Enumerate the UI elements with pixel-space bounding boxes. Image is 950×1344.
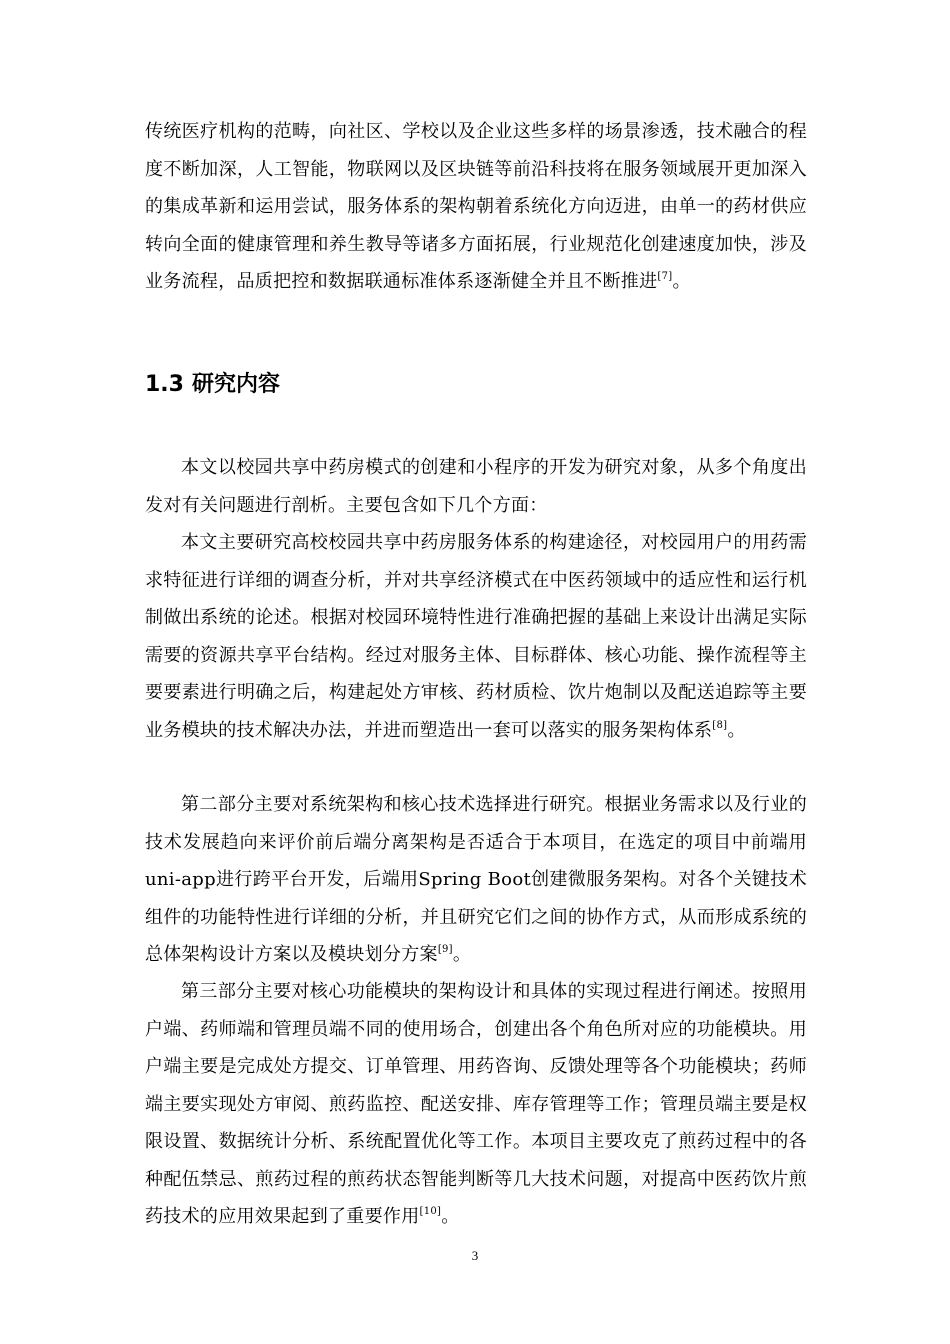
- paragraph-tail: 。: [727, 719, 746, 741]
- paragraph-part-three: [145, 973, 807, 1236]
- paragraph-text: 第三部分主要对核心功能模块的架构设计和具体的实现过程进行阐述。按照用户端、药师端和管理员端不同的使用场合，创建出各个角色所对应的功能模块。用户端主要是完成处方提交、订单管理、用药咨询、反馈处理等各个功能模块；药师端主要实现处方审阅、煎药监控、配送安排、库存管理等工作；管理员端主要是权限设置、数据统计分析、系统配置优化等工作。本项目主要攻克了煎药过程中的各种配伍禁忌、煎药过程的煎药状态智能判断等几大技术问题，对提高中医药饮片煎药技术的应用效果起到了重要作用: [145, 981, 807, 1227]
- citation: [9]: [437, 944, 453, 955]
- paragraph-tail: 。: [452, 944, 472, 965]
- citation: [10]: [419, 1206, 442, 1217]
- paragraph-research-overview: [145, 449, 807, 524]
- paragraph-text: 传统医疗机构的范畴，向社区、学校以及企业这些多样的场景渗透，技术融合的程度不断加深，人工智能，物联网以及区块链等前沿科技将在服务领域展开更加深入的集成革新和运用尝试，服务体系的架构朝着系统化方向迈进，由单一的药材供应转向全面的健康管理和养生教导等诸多方面拓展，行业规范化创建速度加快，涉及业务流程，品质把控和数据联通标准体系逐渐健全并且不断推进: [145, 121, 807, 292]
- paragraph-part-two: [145, 786, 807, 974]
- citation: [7]: [657, 271, 673, 282]
- paragraph-tail: 。: [441, 1206, 460, 1227]
- paragraph-text: 本文主要研究高校校园共享中药房服务体系的构建途径，对校园用户的用药需求特征进行详细的调查分析，并对共享经济模式在中医药领域中的适应性和运行机制做出系统的论述。根据对校园环境特性进行准确把握的基础上来设计出满足实际需要的资源共享平台结构。经过对服务主体、目标群体、核心功能、操作流程等主要要素进行明确之后，构建起处方审核、药材质检、饮片炮制以及配送追踪等主要业务模块的技术解决办法，并进而塑造出一套可以落实的服务架构体系: [145, 532, 807, 741]
- citation: [8]: [712, 719, 728, 731]
- section-title: 研究内容: [191, 372, 280, 397]
- section-heading: [145, 367, 280, 403]
- paragraph-tail: 。: [672, 271, 691, 292]
- paragraph-text: 第二部分主要对系统架构和核心技术选择进行研究。根据业务需求以及行业的技术发展趋向来评价前后端分离架构是否适合于本项目，在选定的项目中前端用uni-app进行跨平台开发，后端用Spring Boot创建微服务架构。对各个关键技术组件的功能特性进行详细的分析，并且研究它们之间的协作方式，从而形成系统的总体架构设计方案以及模块划分方案: [145, 794, 807, 965]
- paragraph-text: 本文以校园共享中药房模式的创建和小程序的开发为研究对象，从多个角度出发对有关问题进行剖析。主要包含如下几个方面：: [145, 457, 807, 516]
- paragraph-part-one: [145, 524, 807, 749]
- section-number: 1.3: [145, 372, 184, 397]
- page-number: 3: [471, 1248, 479, 1263]
- paragraph-intro-continued: [145, 113, 807, 301]
